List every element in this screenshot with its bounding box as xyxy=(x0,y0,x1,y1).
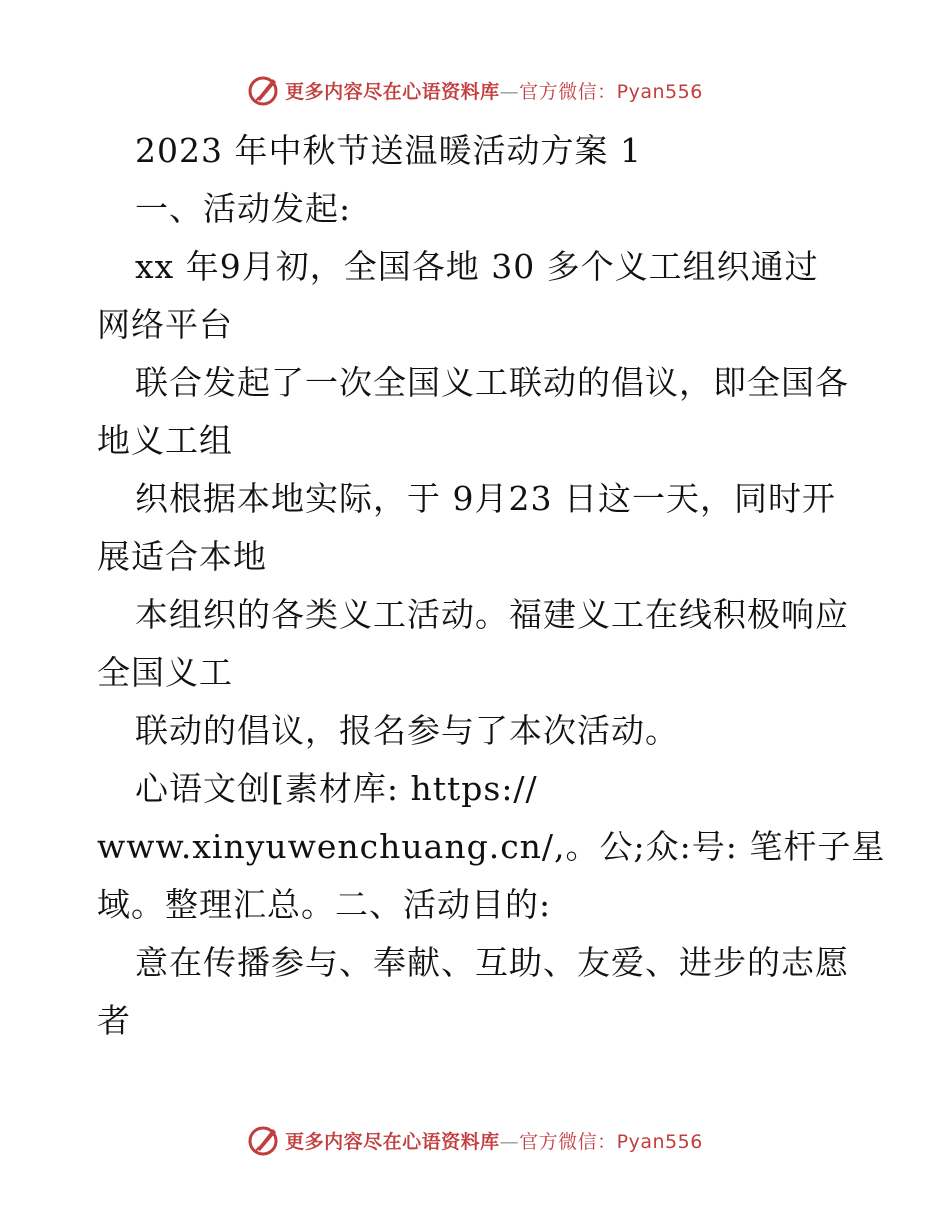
footer-banner-dash: — xyxy=(499,1130,520,1153)
section-heading-initiation: 一、活动发起: xyxy=(135,189,352,228)
paragraph-line: www.xinyuwenchuang.cn/,。公;众:号: 笔杆子星 xyxy=(97,827,886,866)
paragraph-line: 本组织的各类义工活动。福建义工在线积极响应 xyxy=(135,595,849,634)
paragraph-line: 全国义工 xyxy=(97,653,233,692)
section-heading-purpose: 域。整理汇总。二、活动目的: xyxy=(97,885,552,924)
header-banner-text xyxy=(285,77,703,104)
paragraph-line: 者 xyxy=(97,1001,131,1040)
quill-logo-icon xyxy=(247,1123,281,1157)
paragraph-line: 织根据本地实际，于 9月23 日这一天，同时开 xyxy=(135,479,836,518)
header-banner-wechat: 官方微信：Pyan556 xyxy=(519,80,703,103)
paragraph-line: 网络平台 xyxy=(97,305,233,344)
paragraph-line: xx 年9月初，全国各地 30 多个义工组织通过 xyxy=(135,247,819,286)
paragraph-line: 心语文创[素材库: https:// xyxy=(135,769,538,808)
quill-logo-icon xyxy=(247,73,281,107)
header-banner-main: 更多内容尽在心语资料库 xyxy=(285,80,500,103)
header-watermark-banner xyxy=(0,70,950,110)
paragraph-line: 联合发起了一次全国义工联动的倡议，即全国各 xyxy=(135,363,849,402)
paragraph-line: 地义工组 xyxy=(97,421,233,460)
document-title: 2023 年中秋节送温暖活动方案 1 xyxy=(135,131,642,170)
paragraph-line: 联动的倡议，报名参与了本次活动。 xyxy=(135,711,679,750)
paragraph-line: 意在传播参与、奉献、互助、友爱、进步的志愿 xyxy=(135,943,849,982)
header-banner-dash: — xyxy=(499,80,520,103)
paragraph-line: 展适合本地 xyxy=(97,537,267,576)
footer-banner-wechat: 官方微信：Pyan556 xyxy=(519,1130,703,1153)
footer-banner-main: 更多内容尽在心语资料库 xyxy=(285,1130,500,1153)
footer-banner-text xyxy=(285,1127,703,1154)
footer-watermark-banner xyxy=(0,1120,950,1160)
document-body xyxy=(97,122,886,1050)
